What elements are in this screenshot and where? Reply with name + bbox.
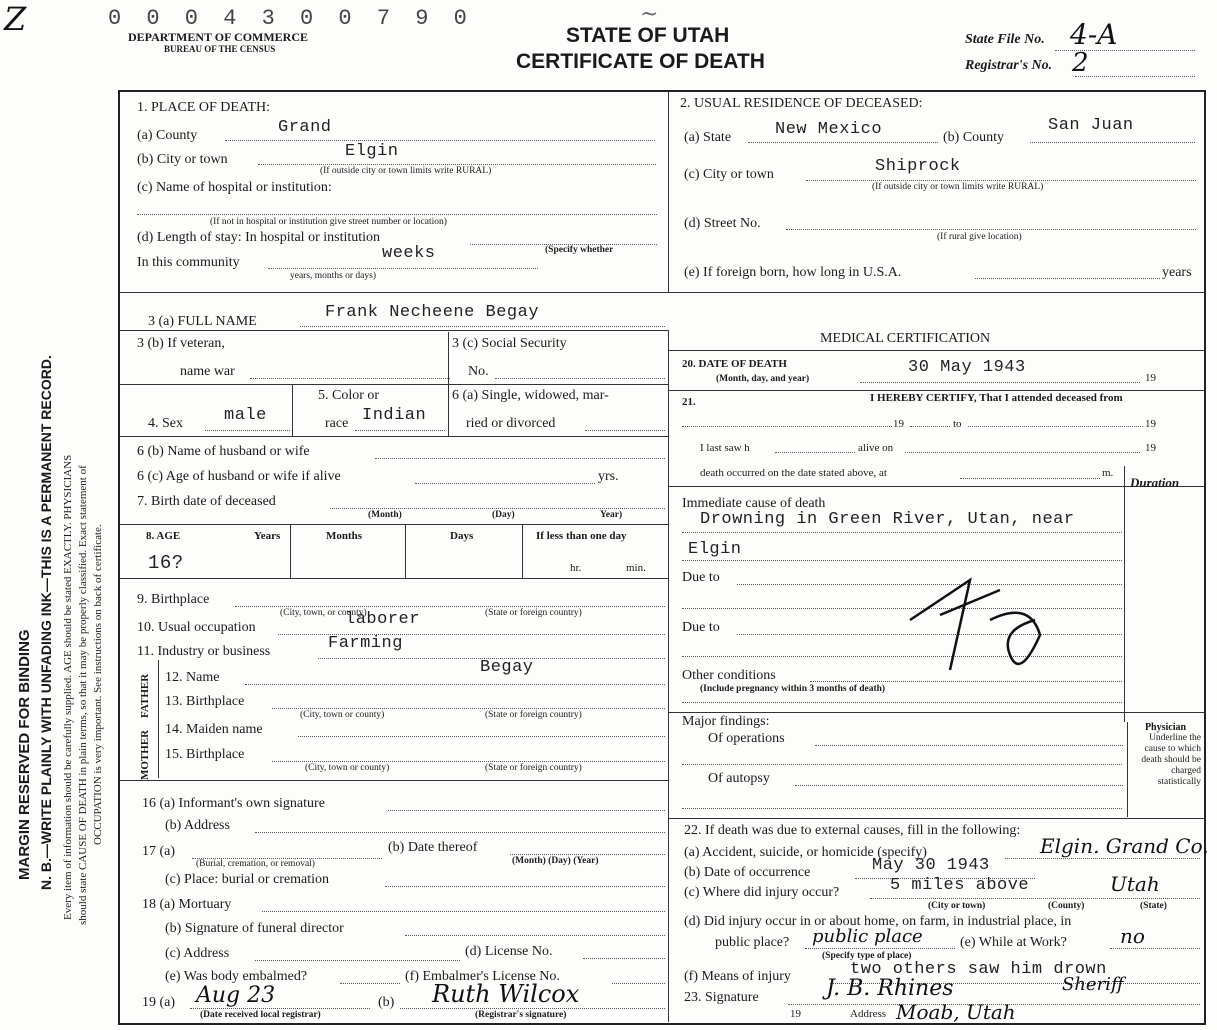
father-label: FATHER [139,673,151,718]
address16-label: (b) Address [165,818,230,833]
bd-day: (Day) [492,510,515,520]
county-note: (County) [1048,901,1085,911]
maiden-label: 14. Maiden name [165,722,263,737]
cert-to: to [953,418,962,430]
years-note: years, months or days) [290,271,377,281]
stay-label: (d) Length of stay: In hospital or institution [137,230,381,245]
means-label: (f) Means of injury [684,969,791,984]
margin-binding: MARGIN RESERVED FOR BINDING [16,629,33,880]
county-value: Grand [278,118,332,137]
res-street-label: (d) Street No. [684,216,761,231]
place-heading: 1. PLACE OF DEATH: [137,100,271,115]
alive-on: alive on [858,442,894,454]
burial-note: (Burial, cremation, or removal) [196,859,315,869]
alive-19: 19 [1145,442,1156,454]
fullname-label: 3 (a) FULL NAME [148,314,257,329]
dod-19: 19 [1145,372,1156,384]
specify-note: (Specify whether [545,245,614,255]
hospital-label: (c) Name of hospital or institution: [137,180,332,195]
bd-month: (Month) [368,510,402,520]
due-to-1: Due to [682,570,720,585]
recv-note: (Date received local registrar) [200,1010,321,1020]
duration-label: Duration [1130,475,1180,490]
signature-title: Sheriff [1062,974,1124,995]
sig-19: 19 [790,1008,801,1020]
accident-value: Elgin. Grand Co. [1040,834,1209,858]
serial-number: 0 0 0 4 3 0 0 7 9 0 [108,6,473,31]
race-value: Indian [362,406,427,425]
line19-date: Aug 23 [196,983,276,1008]
state-file-label: State File No. [965,32,1045,47]
age-less: If less than one day [536,530,627,542]
mbp-city-note: (City, town or county) [305,763,390,773]
birthplace-label: 9. Birthplace [137,592,210,607]
mother-label: MOTHER [139,729,151,780]
address-label: Address [850,1008,887,1020]
city-value: Elgin [345,142,399,161]
margin-line3: Every item of information should be carefully supplied. AGE should be stated EXACTLY. PHYSICIANS [62,454,74,920]
license-label: (d) License No. [465,944,553,959]
age-days: Days [450,530,474,542]
occurrence-value: May 30 1943 [872,856,990,875]
occupation-label: 10. Usual occupation [137,620,256,635]
age-min: min. [626,562,646,574]
burial-label: 17 (a) [142,844,176,859]
signature-label: 23. Signature [684,990,759,1005]
mortuary-label: 18 (a) Mortuary [142,897,232,912]
specify-place-note: (Specify type of place) [822,951,912,961]
registrar-signature: Ruth Wilcox [432,980,580,1008]
cert-19a: 19 [893,418,904,430]
ss-label: 3 (c) Social Security [452,336,567,351]
residence-heading: 2. USUAL RESIDENCE OF DECEASED: [680,96,923,111]
res-city-note: (If outside city or town limits write RURAL) [872,182,1044,192]
registrar-value: 2 [1072,48,1089,78]
physician-title: Physician [1144,722,1187,733]
major-label: Major findings: [682,714,770,729]
city-note: (If outside city or town limits write RURAL) [320,166,492,176]
mother-bp-label: 15. Birthplace [165,747,245,762]
fbp-city-note: (City, town or county) [300,710,385,720]
res-city-label: (c) City or town [684,167,774,182]
father-name-value: Begay [480,658,534,677]
corner-mark: Z [4,0,27,38]
spouse-name-label: 6 (b) Name of husband or wife [137,444,310,459]
code-scribble [890,560,1090,690]
line19-label: 19 (a) [142,995,176,1010]
immediate-value-2: Elgin [688,540,742,559]
where-value: 5 miles above [890,876,1030,895]
physician-note: Underline the cause to which death should be charged statistically [1141,733,1201,787]
mdy-note: (Month) (Day) (Year) [512,856,599,866]
industry-value: Farming [328,634,403,653]
occupation-value: laborer [345,610,420,629]
sex-label: 4. Sex [148,416,183,431]
work-value: no [1120,924,1145,948]
age-years: Years [254,530,281,542]
birthdate-label: 7. Birth date of deceased [137,494,276,509]
registrar-label: Registrar's No. [965,58,1053,73]
dod-value: 30 May 1943 [908,358,1026,377]
margin-permanent: N. B.—WRITE PLAINLY WITH UNFADING INK—THIS IS A PERMANENT RECORD. [38,355,54,890]
registrar-sig-note: (Registrar's signature) [475,1010,567,1020]
dod-label: 20. DATE OF DEATH [682,358,787,370]
department: DEPARTMENT OF COMMERCE [128,30,309,44]
veteran-label: 3 (b) If veteran, [137,336,225,351]
due-to-2: Due to [682,620,720,635]
signature-value: J. B. Rhines [826,976,954,1001]
public-label: public place? [715,935,790,950]
rural-note: (If rural give location) [937,232,1022,242]
fbp-state-note: (State or foreign country) [485,710,582,720]
last-saw: I last saw h [700,442,750,454]
occurrence-label: (b) Date of occurrence [684,865,811,880]
father-name-label: 12. Name [165,670,220,685]
death-occurred: death occurred on the date stated above, at [700,467,887,479]
line19-b: (b) [378,995,395,1010]
informant-label: 16 (a) Informant's own signature [142,796,325,811]
embalmer-label: (f) Embalmer's License No. [405,969,560,984]
age-months: Months [326,530,363,542]
where-label: (c) Where did injury occur? [684,885,840,900]
cert-label: 21. [682,396,696,408]
accident-label: (a) Accident, suicide, or homicide (specify) [684,845,927,860]
marital-label: 6 (a) Single, widowed, mar- [452,388,609,403]
certify-text: I HEREBY CERTIFY, That I attended deceased from [870,392,1123,404]
other-label: Other conditions [682,668,776,683]
age-label: 8. AGE [146,530,181,542]
cert-19b: 19 [1145,418,1156,430]
physician-box [1127,722,1203,817]
ss-no: No. [468,364,489,379]
age-value: 16? [148,552,184,574]
title-state: STATE OF UTAH [566,24,730,47]
age-hr: hr. [570,562,582,574]
namewar-label: name war [180,364,235,379]
other-note: (Include pregnancy within 3 months of death) [700,684,886,694]
state-file-value: 4-A [1070,18,1118,51]
immediate-label: Immediate cause of death [682,496,826,511]
address18-label: (c) Address [165,946,230,961]
spouse-age-label: 6 (c) Age of husband or wife if alive [137,469,341,484]
autopsy-label: Of autopsy [708,771,770,786]
color-label: 5. Color or [318,388,380,403]
embalmed-label: (e) Was body embalmed? [165,969,308,984]
race-label: race [325,416,349,431]
city-label: (b) City or town [137,152,228,167]
work-label: (e) While at Work? [960,935,1067,950]
public-value: public place [812,926,923,947]
title-certificate: CERTIFICATE OF DEATH [516,50,765,73]
res-state-value: New Mexico [775,120,883,139]
foreign-years: years [1162,265,1192,280]
home-label: (d) Did injury occur in or about home, on farm, in industrial place, in [684,914,1072,929]
death-m: m. [1102,467,1114,479]
city-town-note: (City or town) [928,901,986,911]
sex-value: male [224,406,267,425]
foreign-label: (e) If foreign born, how long in U.S.A. [684,265,902,280]
bp-city-note: (City, town, or county) [280,608,367,618]
res-county-value: San Juan [1048,116,1134,135]
yrs-label: yrs. [598,469,619,484]
funeral-label: (b) Signature of funeral director [165,921,344,936]
immediate-value-1: Drowning in Green River, Utan, near [700,510,1075,529]
res-state-label: (a) State [684,130,732,145]
industry-label: 11. Industry or business [137,644,271,659]
mbp-state-note: (State or foreign country) [485,763,582,773]
operations-label: Of operations [708,731,785,746]
bureau: BUREAU OF THE CENSUS [164,44,276,54]
place-burial-label: (c) Place: burial or cremation [165,872,330,887]
medcert-heading: MEDICAL CERTIFICATION [820,331,991,346]
res-county-label: (b) County [943,130,1005,145]
hospital-note: (If not in hospital or institution give street number or location) [210,217,447,227]
dod-note: (Month, day, and year) [716,374,810,384]
means-value: two others saw him drown [850,960,1107,979]
community-value: weeks [382,244,436,263]
fullname-value: Frank Necheene Begay [325,303,540,322]
stamp-scribble: ~ [640,2,659,27]
res-city-value: Shiprock [875,157,961,176]
margin-line4: should state CAUSE OF DEATH in plain terms, so that it may be properly classified. Exact statement of [77,465,89,925]
bp-state-note: (State or foreign country) [485,608,582,618]
date-thereof-label: (b) Date thereof [388,840,478,855]
father-bp-label: 13. Birthplace [165,694,245,709]
community-label: In this community [137,255,240,270]
state-note: (State) [1140,901,1167,911]
margin-line5: OCCUPATION is very important. See instructions on back of certificate. [92,524,104,845]
external-label: 22. If death was due to external causes, fill in the following: [684,823,1021,838]
divorced-label: ried or divorced [466,416,556,431]
bd-year: Year) [600,510,623,520]
county-label: (a) County [137,128,198,143]
where-state: Utah [1110,872,1160,896]
address-value: Moab, Utah [896,1000,1016,1024]
